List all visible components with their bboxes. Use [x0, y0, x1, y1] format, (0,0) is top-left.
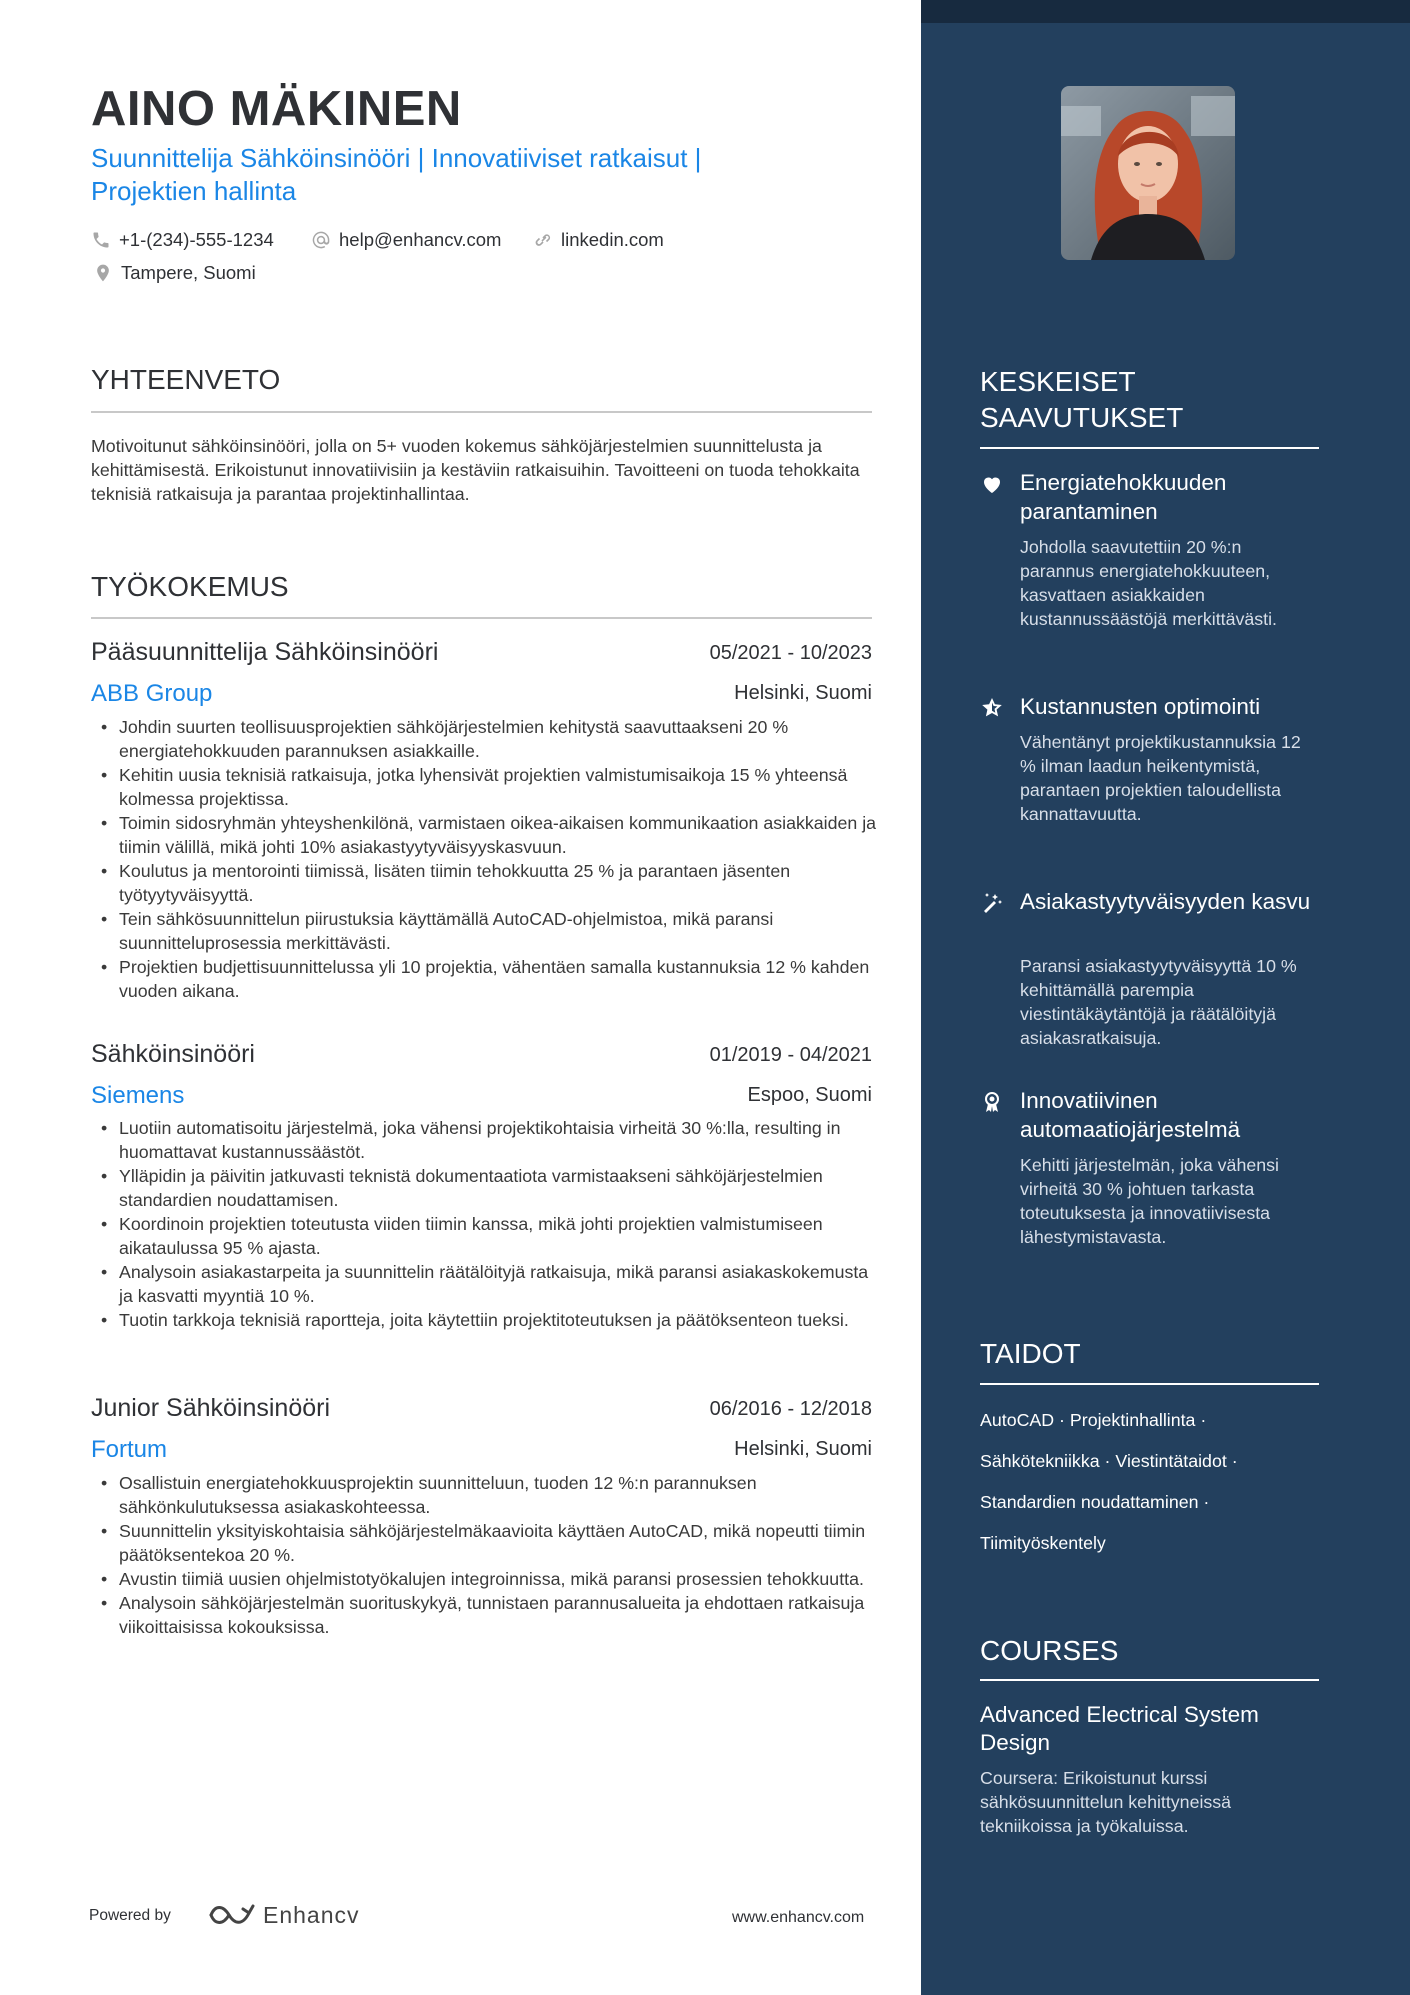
achievement-desc: Vähentänyt projektikustannuksia 12 % ilman laadun heikentymistä, parantaen projektien taloudellista kannattavuutta.	[1020, 732, 1301, 824]
powered-by-label: Powered by	[89, 1907, 171, 1924]
skills-divider	[980, 1383, 1319, 1385]
link-icon	[533, 230, 553, 250]
bullet-item: • Tein sähkösuunnittelun piirustuksia käyttämällä AutoCAD-ohjelmistoa, mikä paransi suunnitteluprosessia merkittävästi.	[119, 907, 881, 955]
bullet-item: • Toimin sidosryhmän yhteyshenkilönä, varmistaen oikea-aikaisen kommunikaation asiakkaiden ja tiimin välillä, mikä johti 10% asiakastyytyväisyyskasvuun.	[119, 811, 881, 859]
bullet-item: • Analysoin sähköjärjestelmän suorituskykyä, tunnistaen parannusalueita ja ehdottaen ratkaisuja viikoittaisissa kokouksissa.	[119, 1591, 881, 1639]
headline: Suunnittelija Sähköinsinööri | Innovatiiviset ratkaisut | Projektien hallinta	[91, 143, 702, 206]
achievement-title: Kustannusten optimointi	[1020, 694, 1261, 719]
bullet-item: • Avustin tiimiä uusien ohjelmistotyökalujen integroinnissa, mikä paransi prosessien tehokkuutta.	[119, 1567, 881, 1591]
star-icon	[980, 696, 1004, 720]
job-bullets	[91, 1116, 881, 1332]
contact-phone[interactable]	[91, 229, 274, 251]
bullet-item: • Koordinoin projektien toteutusta viiden tiimin kanssa, mikä johti projektien valmistumiseen aikataulussa 95 % ajasta.	[119, 1212, 881, 1260]
skills-list	[980, 1400, 1320, 1564]
job-company[interactable]: ABB Group	[91, 680, 213, 707]
bullet-item: • Ylläpidin ja päivitin jatkuvasti teknistä dokumentaatiota varmistaakseni sähköjärjestelmien standardien noudattamisen.	[119, 1164, 881, 1212]
skills-line: Sähkötekniikka · Viestintätaidot ·	[980, 1451, 1238, 1471]
achievements-divider	[980, 447, 1319, 449]
phone-icon	[91, 230, 111, 250]
bullet-item: • Suunnittelin yksityiskohtaisia sähköjärjestelmäkaavioita käyttäen AutoCAD, mikä nopeutti tiimin päätöksentekoa 20 %.	[119, 1519, 881, 1567]
course-title: Advanced Electrical System Design	[980, 1702, 1259, 1755]
achievement-desc: Kehitti järjestelmän, joka vähensi virheitä 30 % johtuen tarkasta toteutuksesta ja innovatiivisesta lähestymistavasta.	[1020, 1155, 1279, 1247]
award-icon	[980, 1090, 1004, 1114]
location-pin-icon	[93, 263, 113, 283]
summary-text: Motivoitunut sähköinsinööri, jolla on 5+ vuoden kokemus sähköjärjestelmien suunnittelusta ja kehittämisestä. Erikoistunut innovatiivisiin ja kestäviin ratkaisuihin. Tavoitteeni on tuoda tehokkaita teknisiä ratkaisuja ja parantaa projektinhallintaa.	[91, 436, 860, 504]
experience-divider	[91, 617, 872, 619]
summary-divider	[91, 411, 872, 413]
enhancv-logo[interactable]	[207, 1901, 360, 1929]
achievement-desc: Paransi asiakastyytyväisyyttä 10 % kehittämällä parempia viestintäkäytäntöjä ja räätälöityjä asiakasratkaisuja.	[1020, 956, 1297, 1048]
job-bullets	[91, 715, 881, 1003]
candidate-name: AINO MÄKINEN	[91, 82, 462, 136]
bullet-item: • Johdin suurten teollisuusprojektien sähköjärjestelmien kehitystä saavuttaakseni 20 % energiatehokkuuden parannuksen asiakkaille.	[119, 715, 881, 763]
job-location: Helsinki, Suomi	[734, 1438, 872, 1460]
contact-linkedin[interactable]	[533, 229, 664, 251]
enhancv-brand-text: Enhancv	[263, 1901, 360, 1928]
course-desc: Coursera: Erikoistunut kurssi sähkösuunnittelun kehittyneissä tekniikoissa ja työkaluissa.	[980, 1768, 1232, 1836]
job-company[interactable]: Siemens	[91, 1082, 185, 1109]
job-title: Pääsuunnittelija Sähköinsinööri	[91, 638, 439, 666]
bullet-item: • Osallistuin energiatehokkuusprojektin suunnitteluun, tuoden 12 %:n parannuksen sähkönkulutuksessa asiakaskohteessa.	[119, 1471, 881, 1519]
courses-divider	[980, 1679, 1319, 1681]
courses-title: COURSES	[980, 1635, 1119, 1666]
bullet-item: • Kehitin uusia teknisiä ratkaisuja, jotka lyhensivät projektien valmistumisaikoja 15 % yhteensä kolmessa projektissa.	[119, 763, 881, 811]
achievement-title: Energiatehokkuuden parantaminen	[1020, 470, 1227, 524]
phone-text: +1-(234)-555-1234	[119, 229, 274, 250]
bullet-item: • Analysoin asiakastarpeita ja suunnittelin räätälöityjä ratkaisuja, mikä paransi asiakaskokemusta ja kasvatti myyntiä 10 %.	[119, 1260, 881, 1308]
linkedin-text: linkedin.com	[561, 229, 664, 250]
job-company[interactable]: Fortum	[91, 1436, 168, 1463]
job-title: Junior Sähköinsinööri	[91, 1394, 331, 1422]
bullet-item: • Koulutus ja mentorointi tiimissä, lisäten tiimin tehokkuutta 25 % ja parantaen jäsenten työtyytyväisyyttä.	[119, 859, 881, 907]
job-bullets	[91, 1471, 881, 1639]
skills-line: Tiimityöskentely	[980, 1533, 1106, 1553]
job-dates: 05/2021 - 10/2023	[709, 642, 872, 664]
job-dates: 06/2016 - 12/2018	[709, 1398, 872, 1420]
achievement-desc: Johdolla saavutettiin 20 %:n parannus energiatehokkuuteen, kasvattaen asiakkaiden kustannussäästöjä merkittävästi.	[1020, 537, 1277, 629]
job-location: Helsinki, Suomi	[734, 682, 872, 704]
achievement-title: Asiakastyytyväisyyden kasvu	[1020, 889, 1311, 914]
achievement-title: Innovatiivinen automaatiojärjestelmä	[1020, 1088, 1241, 1142]
profile-photo	[1061, 86, 1235, 260]
sidebar-top-band	[921, 0, 1410, 23]
profile-photo-image	[1061, 86, 1235, 260]
skills-line: Standardien noudattaminen ·	[980, 1492, 1210, 1512]
contact-email[interactable]	[311, 229, 501, 251]
job-title: Sähköinsinööri	[91, 1040, 255, 1068]
skills-line: AutoCAD · Projektinhallinta ·	[980, 1410, 1207, 1430]
achievements-title: KESKEISET SAAVUTUKSET	[980, 366, 1184, 433]
at-icon	[311, 230, 331, 250]
skills-title: TAIDOT	[980, 1338, 1081, 1369]
magic-wand-icon	[980, 891, 1004, 915]
footer-url[interactable]: www.enhancv.com	[732, 1909, 865, 1926]
heart-icon	[980, 472, 1004, 496]
bullet-item: • Luotiin automatisoitu järjestelmä, joka vähensi projektikohtaisia virheitä 30 %:lla, resulting in huomattavat kustannussäästöt.	[119, 1116, 881, 1164]
contact-location	[93, 262, 256, 284]
email-text: help@enhancv.com	[339, 229, 502, 250]
enhancv-logo-icon	[207, 1901, 255, 1929]
location-text: Tampere, Suomi	[121, 262, 256, 283]
experience-title: TYÖKOKEMUS	[91, 571, 289, 602]
job-dates: 01/2019 - 04/2021	[709, 1044, 872, 1066]
job-location: Espoo, Suomi	[747, 1084, 872, 1106]
bullet-item: • Projektien budjettisuunnittelussa yli 10 projektia, vähentäen samalla kustannuksia 12 % kahden vuoden aikana.	[119, 955, 881, 1003]
bullet-item: • Tuotin tarkkoja teknisiä raportteja, joita käytettiin projektitoteutuksen ja päätöksenteon tueksi.	[119, 1308, 881, 1332]
summary-title: YHTEENVETO	[91, 364, 281, 395]
